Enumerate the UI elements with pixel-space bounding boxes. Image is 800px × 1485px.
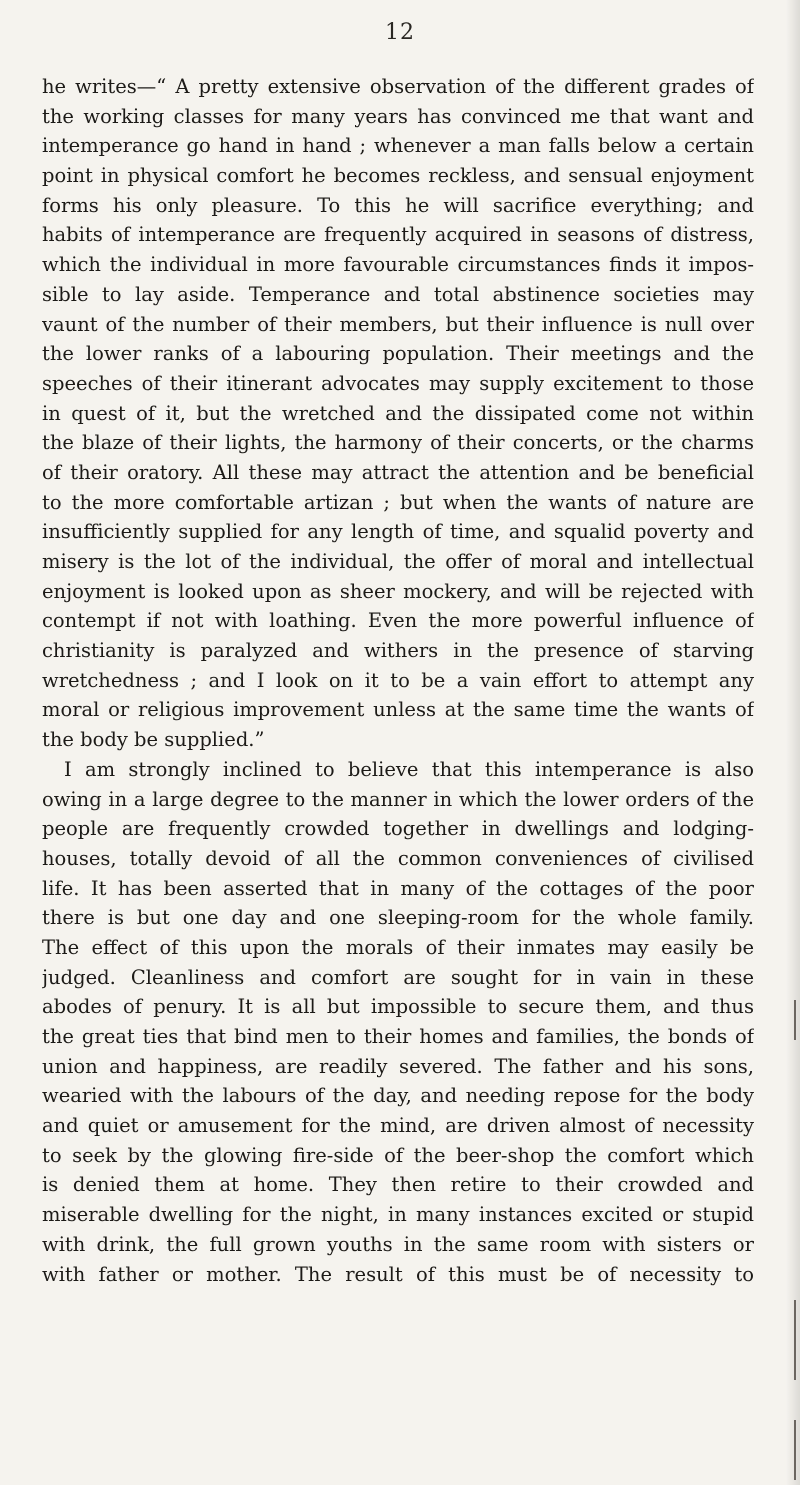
text-line: judged. Cleanliness and comfort are sought for in vain in these (42, 965, 754, 989)
page-number: 12 (385, 20, 415, 45)
text-line: speeches of their itinerant advocates may supply excitement to those (42, 371, 754, 395)
text-line: people are frequently crowded together in dwellings and lodging- (42, 817, 754, 841)
text-line: in quest of it, but the wretched and the dissipated come not within (42, 401, 754, 425)
text-line: the body be supplied.” (42, 728, 265, 752)
body-text (42, 72, 754, 1289)
text-line: life. It has been asserted that in many of the cottages of the poor (42, 876, 754, 900)
text-line: The effect of this upon the morals of their inmates may easily be (42, 935, 754, 959)
text-line: christianity is paralyzed and withers in the presence of starving (42, 639, 754, 663)
text-line: sible to lay aside. Temperance and total abstinence societies may (42, 282, 754, 306)
text-line: wearied with the labours of the day, and needing repose for the body (42, 1084, 754, 1108)
text-line: he writes—“ A pretty extensive observation of the different grades of (42, 75, 754, 98)
text-line: to the more comfortable artizan ; but when the wants of nature are (42, 490, 754, 514)
text-line: of their oratory. All these may attract the attention and be beneficial (42, 460, 754, 484)
text-line: point in physical comfort he becomes reckless, and sensual enjoyment (42, 164, 754, 188)
text-line: houses, totally devoid of all the common conveniences of civilised (42, 846, 754, 870)
text-line: and quiet or amusement for the mind, are driven almost of necessity (42, 1114, 754, 1138)
page-edge-shadow (786, 0, 800, 1485)
text-line: wretchedness ; and I look on it to be a vain effort to attempt any (42, 668, 754, 692)
text-line: owing in a large degree to the manner in which the lower orders of the (42, 787, 754, 811)
text-line: moral or religious improvement unless at the same time the wants of (42, 698, 754, 722)
text-line: the blaze of their lights, the harmony of their concerts, or the charms (42, 431, 754, 455)
paragraph-2 (42, 755, 754, 1289)
text-line: abodes of penury. It is all but impossible to secure them, and thus (42, 995, 754, 1019)
text-line: the working classes for many years has convinced me that want and (42, 104, 754, 128)
page-edge-mark (794, 1300, 796, 1380)
text-line: intemperance go hand in hand ; whenever a man falls below a certain (42, 134, 754, 158)
text-line: the lower ranks of a labouring population. Their meetings and the (42, 342, 754, 366)
text-line: the great ties that bind men to their homes and families, the bonds of (42, 1025, 754, 1048)
text-line: habits of intemperance are frequently acquired in seasons of distress, (42, 223, 754, 247)
text-line: I am strongly inclined to believe that this intemperance is also (64, 757, 754, 781)
text-line: miserable dwelling for the night, in many instances excited or stupid (42, 1203, 754, 1227)
text-line: vaunt of the number of their members, but their influence is null over (42, 312, 754, 336)
text-line: misery is the lot of the individual, the offer of moral and intellectual (42, 550, 754, 573)
text-line: is denied them at home. They then retire to their crowded and (42, 1173, 754, 1197)
text-line: with drink, the full grown youths in the same room with sisters or (42, 1232, 754, 1256)
text-line: to seek by the glowing fire-side of the beer-shop the comfort which (42, 1143, 754, 1167)
text-line: enjoyment is looked upon as sheer mockery, and will be rejected with (42, 579, 754, 603)
paragraph-1 (42, 72, 754, 755)
text-line: forms his only pleasure. To this he will sacrifice everything; and (42, 193, 754, 217)
text-line: there is but one day and one sleeping-room for the whole family. (42, 906, 754, 930)
text-line: with father or mother. The result of this must be of necessity to (42, 1262, 754, 1286)
text-line: contempt if not with loathing. Even the more powerful influence of (42, 609, 754, 633)
page-edge-mark (794, 1000, 796, 1040)
text-line: union and happiness, are readily severed. The father and his sons, (42, 1054, 754, 1078)
text-line: insufficiently supplied for any length of time, and squalid poverty and (42, 520, 754, 544)
text-line: which the individual in more favourable circumstances finds it impos- (42, 253, 754, 277)
page-edge-mark (794, 1420, 796, 1480)
